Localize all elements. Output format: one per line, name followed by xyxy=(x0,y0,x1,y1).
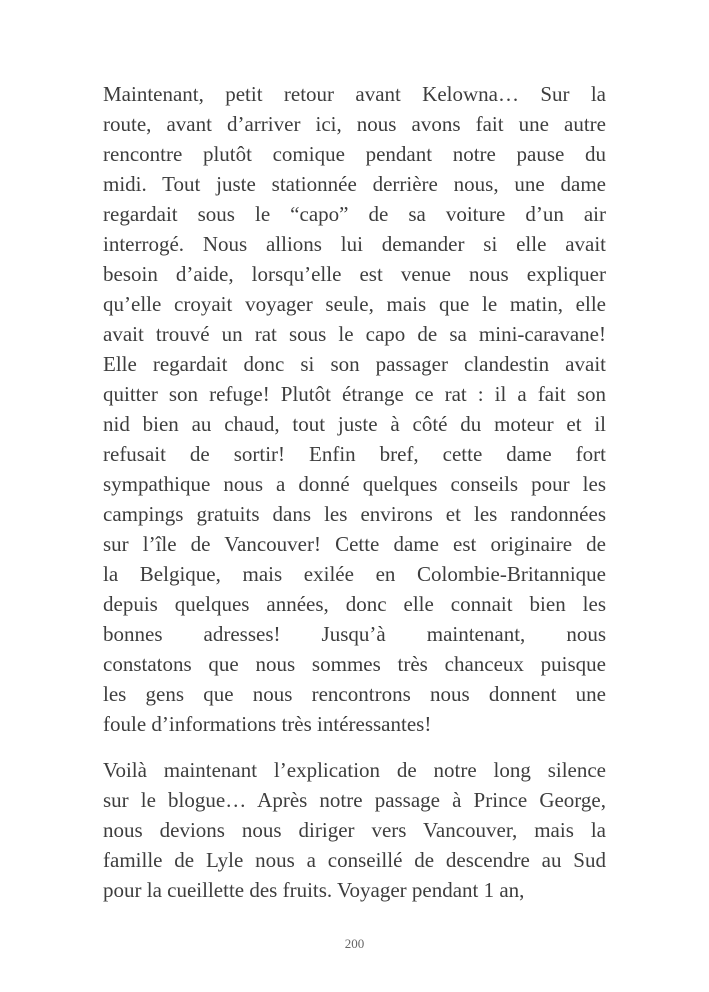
text-line: sympathique nous a donné quelques conseils pour les xyxy=(103,472,606,496)
text-line: avait trouvé un rat sous le capo de sa mini-caravane! xyxy=(103,322,606,346)
text-line: Elle regardait donc si son passager clandestin avait xyxy=(103,352,606,376)
text-line: nous devions nous diriger vers Vancouver, mais la xyxy=(103,818,606,842)
text-line: qu’elle croyait voyager seule, mais que le matin, elle xyxy=(103,292,606,316)
text-line: nid bien au chaud, tout juste à côté du moteur et il xyxy=(103,412,606,436)
text-line: interrogé. Nous allions lui demander si elle avait xyxy=(103,232,606,256)
text-line: bonnes adresses! Jusqu’à maintenant, nous xyxy=(103,622,606,646)
text-line: depuis quelques années, donc elle connait bien les xyxy=(103,592,606,616)
paragraph xyxy=(103,79,606,739)
text-line: refusait de sortir! Enfin bref, cette dame fort xyxy=(103,442,606,466)
text-line: famille de Lyle nous a conseillé de descendre au Sud xyxy=(103,848,606,872)
text-line: sur le blogue… Après notre passage à Prince George, xyxy=(103,788,606,812)
page-number: 200 xyxy=(344,936,365,951)
text-line: midi. Tout juste stationnée derrière nous, une dame xyxy=(103,172,606,196)
text-line: route, avant d’arriver ici, nous avons fait une autre xyxy=(103,112,606,136)
paragraph xyxy=(103,755,606,905)
page-text xyxy=(103,79,606,921)
text-line: foule d’informations très intéressantes! xyxy=(103,712,432,736)
text-line: rencontre plutôt comique pendant notre pause du xyxy=(103,142,606,166)
text-line: la Belgique, mais exilée en Colombie-Britannique xyxy=(103,562,606,586)
text-line: campings gratuits dans les environs et les randonnées xyxy=(103,502,606,526)
text-line: les gens que nous rencontrons nous donnent une xyxy=(103,682,606,706)
text-line: sur l’île de Vancouver! Cette dame est originaire de xyxy=(103,532,606,556)
text-line: pour la cueillette des fruits. Voyager pendant 1 an, xyxy=(103,878,525,902)
text-line: Voilà maintenant l’explication de notre long silence xyxy=(103,758,606,782)
text-line: quitter son refuge! Plutôt étrange ce rat : il a fait son xyxy=(103,382,606,406)
text-line: constatons que nous sommes très chanceux puisque xyxy=(103,652,606,676)
text-line: Maintenant, petit retour avant Kelowna… Sur la xyxy=(103,82,606,106)
text-line: regardait sous le “capo” de sa voiture d’un air xyxy=(103,202,606,226)
text-line: besoin d’aide, lorsqu’elle est venue nous expliquer xyxy=(103,262,606,286)
